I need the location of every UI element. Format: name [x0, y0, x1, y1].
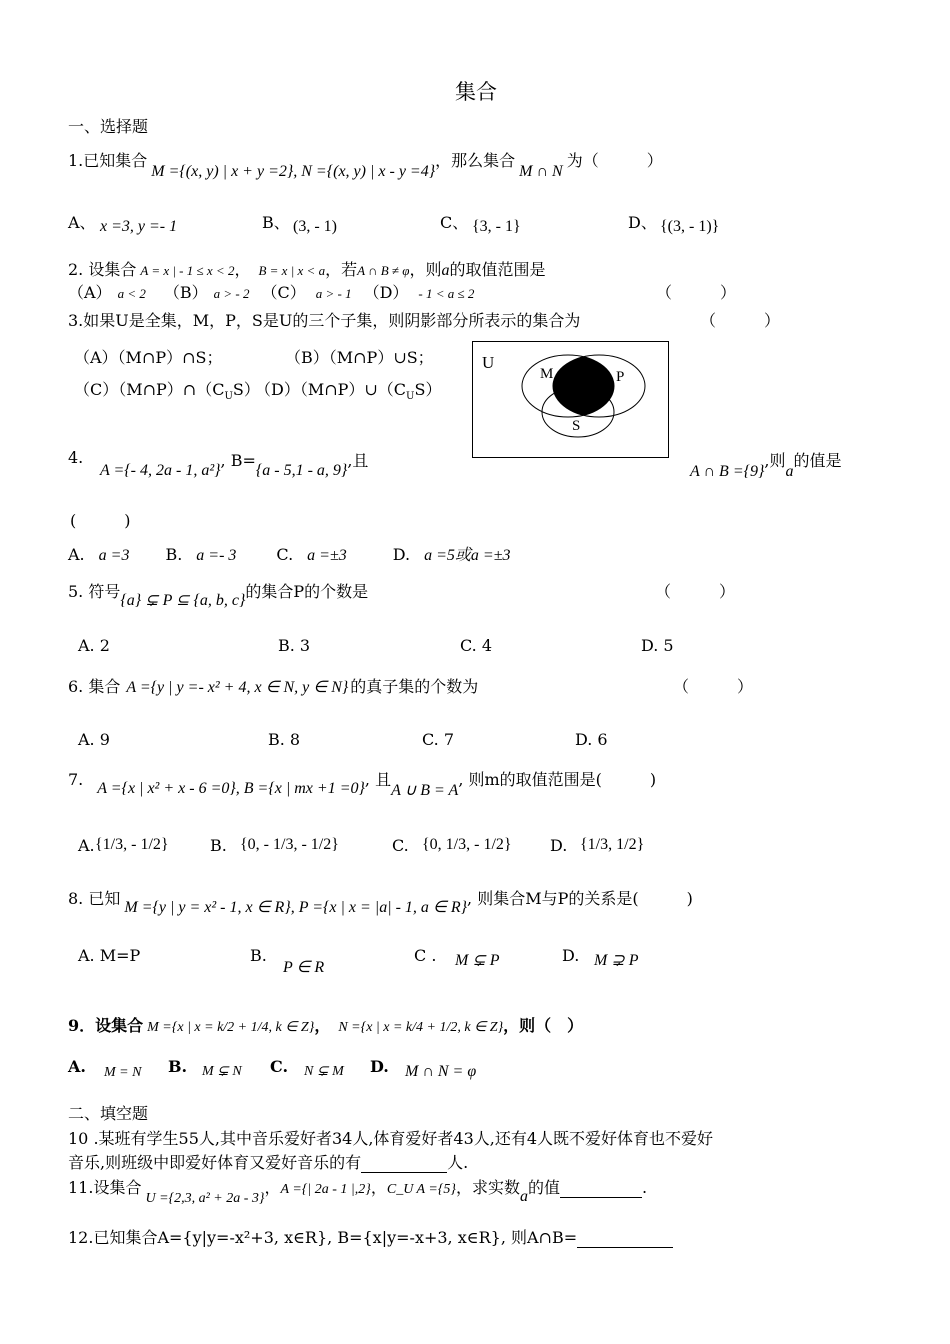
question-8: 8. 已知 M ={y | y = x² - 1, x ∈ R}, P ={x | x = |a| - 1, a ∈ R}, 则集合M与P的关系是( ) — [68, 889, 693, 916]
q4-options: A. a =3 B. a =- 3 C. a =±3 D. a =5或a =±3 — [68, 545, 511, 564]
venn-label-m: M — [540, 366, 554, 382]
q6-answer-paren: （ ） — [673, 677, 754, 696]
q8-option-a: A. M=P — [78, 946, 141, 965]
q8-option-c: M ⊊ P — [455, 952, 500, 969]
q2-answer-paren: （ ） — [656, 283, 737, 302]
q9-option-d-label: D. — [370, 1057, 389, 1076]
q8-option-d-label: D. — [562, 946, 580, 965]
q7-option-c: {0, 1/3, - 1/2} — [422, 836, 512, 853]
q3-option-b: （B）（M∩P）∪S； — [285, 348, 434, 367]
q3-answer-paren: （ ） — [700, 311, 781, 330]
question-12: 12.已知集合A={y|y=-x²+3, x∈R}, B={x|y=-x+3, x∈R}, 则A∩B= — [68, 1225, 673, 1248]
question-3: 3.如果U是全集，M，P，S是U的三个子集，则阴影部分所表示的集合为 — [68, 311, 581, 330]
q1-option-c: {3, - 1} — [472, 218, 521, 235]
question-4: A ={- 4, 2a - 1, a²}, B={a - 5,1 - a, 9},且 — [100, 451, 369, 479]
q7-option-a-label: A. — [78, 836, 95, 855]
q1-option-d-label: D、 — [628, 213, 657, 232]
question-5: 5. 符号{a} ⊊ P ⊆ {a, b, c}的集合P的个数是 — [68, 582, 369, 609]
q9-option-d: M ∩ N = φ — [405, 1063, 477, 1080]
q4-number: 4. — [68, 448, 84, 467]
venn-label-s: S — [572, 418, 581, 434]
q7-option-b-label: B. — [210, 836, 227, 855]
q8-option-d: M ⊋ P — [594, 952, 639, 969]
q1-option-a-label: A、 — [68, 213, 96, 232]
q7-option-b: {0, - 1/3, - 1/2} — [240, 836, 339, 853]
question-1: 1.已知集合M ={(x, y) | x + y =2}, N ={(x, y) | x - y =4}，那么集合M ∩ N为（ ） — [68, 151, 663, 180]
question-2: 2. 设集合 A = x | - 1 ≤ x < 2， B = x | x < a，若A ∩ B ≠ φ，则a的取值范围是 — [68, 260, 546, 279]
q12-answer-blank[interactable] — [577, 1233, 673, 1248]
q10-answer-blank[interactable] — [361, 1158, 447, 1173]
question-6: 6. 集合 A ={y | y =- x² + 4, x ∈ N, y ∈ N} 的真子集的个数为 — [68, 677, 479, 696]
q9-option-b: M ⊊ N — [202, 1064, 242, 1079]
q4-answer-paren: ( ) — [70, 511, 131, 530]
question-10-line1: 10 .某班有学生55人,其中音乐爱好者34人,体育爱好者43人,还有4人既不爱好体育也不爱好 — [68, 1129, 714, 1148]
q8-option-c-label: C . — [414, 946, 437, 965]
q1-option-d: {(3, - 1)} — [660, 218, 720, 235]
q7-option-a: {1/3, - 1/2} — [95, 836, 169, 853]
question-9: 9．设集合 M ={x | x = k/2 + 1/4, k ∈ Z}， N ={x | x = k/4 + 1/2, k ∈ Z}，则（ ） — [68, 1016, 584, 1035]
q9-option-b-label: B. — [168, 1057, 188, 1076]
q6-option-d: D. 6 — [575, 730, 608, 749]
page-title: 集合 — [455, 80, 497, 104]
q6-option-c: C. 7 — [422, 730, 455, 749]
q4-condition: A ∩ B ={9},则a的值是 — [690, 451, 842, 480]
section-heading-choice: 一、选择题 — [68, 117, 149, 136]
q3-option-a: （A）（M∩P）∩S； — [74, 348, 223, 367]
question-11: 11.设集合U ={2,3, a² + 2a - 3}，A ={| 2a - 1 |,2}，C_U A ={5}，求实数a的值 . — [68, 1178, 648, 1206]
venn-diagram — [472, 341, 670, 459]
q9-option-a-label: A. — [68, 1057, 86, 1076]
q5-option-a: A. 2 — [78, 636, 110, 655]
q3-option-c: $(C)(M\cap P)\cap(C_US)$ — [74, 380, 260, 403]
q1-option-b-label: B、 — [262, 213, 290, 232]
q1-option-b: (3, - 1) — [293, 218, 337, 235]
venn-label-u: U — [482, 353, 495, 372]
q6-option-b: B. 8 — [268, 730, 301, 749]
q8-option-b-label: B. — [250, 946, 267, 965]
q8-option-b: P ∈ R — [283, 959, 325, 976]
q1-option-c-label: C、 — [440, 213, 469, 232]
q7-option-d-label: D. — [550, 836, 568, 855]
q5-option-b: B. 3 — [278, 636, 311, 655]
q5-option-d: D. 5 — [641, 636, 674, 655]
q7-option-d: {1/3, 1/2} — [580, 836, 645, 853]
question-7: 7. A ={x | x² + x - 6 =0}, B ={x | mx +1 =0}, 且A ∪ B = A, 则m的取值范围是( ) — [68, 770, 657, 799]
q11-answer-blank[interactable] — [560, 1183, 642, 1198]
q6-option-a: A. 9 — [78, 730, 110, 749]
venn-label-p: P — [616, 369, 625, 385]
q9-option-c: N ⊊ M — [304, 1064, 344, 1079]
q1-option-a: x =3, y =- 1 — [100, 218, 178, 235]
question-10-line2: 音乐,则班级中即爱好体育又爱好音乐的有 人. — [68, 1153, 469, 1172]
q9-option-c-label: C. — [270, 1057, 289, 1076]
q9-option-a: M = N — [104, 1065, 142, 1080]
q7-option-c-label: C. — [392, 836, 409, 855]
q2-options: （A） a < 2 （B） a > - 2 （C） a > - 1 （D） - 1 < a ≤ 2 — [68, 283, 475, 302]
q3-option-d: $(D)(M\cap P)\cup(C_US)$ — [255, 380, 442, 403]
q5-option-c: C. 4 — [460, 636, 493, 655]
section-heading-fill: 二、填空题 — [68, 1104, 149, 1123]
q5-answer-paren: （ ） — [655, 582, 736, 601]
